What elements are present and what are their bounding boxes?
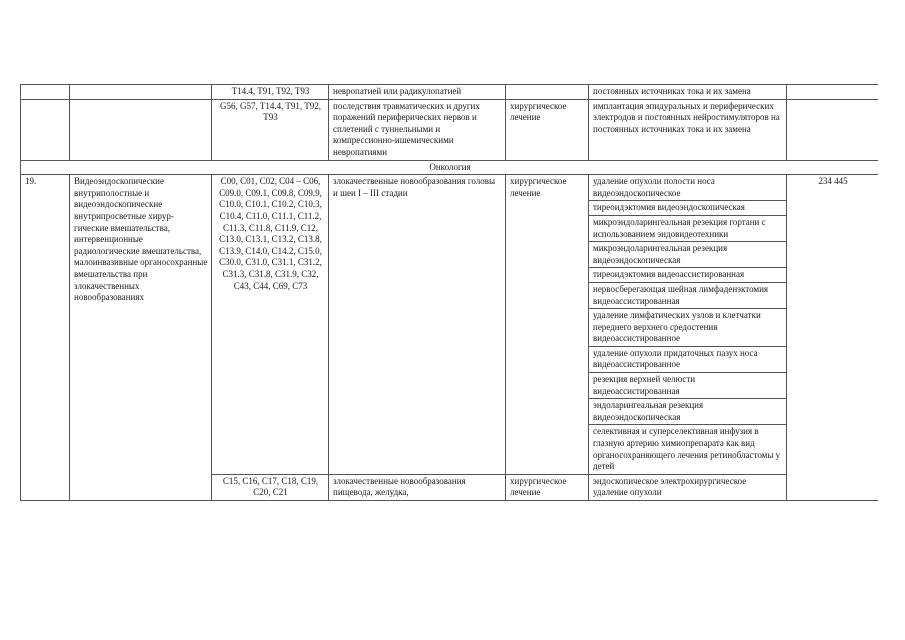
care-type-cell: Видеоэндоскопические внутриполостные и видеоэндоскопические внутрипросветные хирур-гические вмешательства, интервенционные радиологические вмешательства, малоинвазивные органосохранные вмешательства при злокачественных новообразованиях [70,175,212,501]
diagnosis-cell: невропатией или радикулопатией [329,85,506,100]
table-row [21,99,879,160]
diagnosis-cell: злокачественные новообразования головы и шеи I – III стадии [329,175,506,475]
method-cell: имплантация эпидуральных и периферических электродов и постоянных нейростимуляторов на постоянных источниках тока и их замена [589,99,787,160]
treatment-cell: хирургическое лечение [506,99,589,160]
icd-codes-cell: G56, G57, T14.4, T91, T92, T93 [212,99,329,160]
method-item: эндоларингеальная резекция видеоэндоскопическая [589,399,786,425]
method-item: селективная и суперселективная инфузия в глазную артерию химиопрепарата как вид органосохраняющего лечения ретинобластомы у детей [589,425,786,474]
method-cell: эндоскопическое электрохирургическое удаление опухоли [589,474,787,500]
row-number-cell [21,99,70,160]
treatment-cell: хирургическое лечение [506,474,589,500]
method-item: удаление опухоли придаточных пазух носа видеоассистированное [589,346,786,372]
treatment-cell [506,85,589,100]
treatment-cell: хирургическое лечение [506,175,589,475]
table-row [21,85,879,100]
method-item: удаление лимфатических узлов и клетчатки переднего верхнего средостения видеоассистированное [589,309,786,347]
method-item: резекция верхней челюсти видеоассистированная [589,373,786,399]
method-item: нервосберегающая шейная лимфаденэктомия видеоассистированная [589,282,786,308]
method-item: тиреоидэктомия видеоэндоскопическая [589,201,786,216]
methods-list [589,175,786,474]
care-type-cell [70,85,212,100]
icd-codes-cell: C15, C16, C17, C18, C19, C20, C21 [212,474,329,500]
section-header-row [21,160,879,175]
medical-care-table [20,84,878,501]
diagnosis-cell: последствия травматических и других поражений периферических нервов и сплетений с туннельными и компрессионно-ишемическими невропатиями [329,99,506,160]
document-page [20,84,878,600]
icd-codes-cell: T14.4, T91, T92, T93 [212,85,329,100]
row-number-cell: 19. [21,175,70,501]
method-item: удаление опухоли полости носа видеоэндоскопическое [593,176,715,198]
icd-codes-cell: C00, C01, C02, C04 – C06, C09.0, C09.1, C09.8, C09.9, C10.0, C10.1, C10.2, C10.3, C10.4, C11.0, C11.1, C11.2, C11.3, C11.8, C11.9, C12, C13.0, C13.1, C13.2, C13.8, C13.9, C14.0, C14.2, C15.0, C30.0, C31.0, C31.1, C31.2, C31.3, C31.8, C31.9, C32, C43, C44, C69, C73 [212,175,329,475]
method-item: тиреоидэктомия видеоассистированная [589,268,786,283]
table-row [21,175,879,475]
methods-cell [589,175,787,475]
amount-cell [787,85,879,100]
diagnosis-cell: злокачественные новообразования пищевода, желудка, [329,474,506,500]
method-item: микроэндоларингеальная резекция гортани с использованием эндовидеотехники [589,215,786,241]
amount-cell [787,99,879,160]
row-number-cell [21,85,70,100]
section-title: Онкология [21,160,879,175]
amount-cell: 234 445 [787,175,879,501]
care-type-cell [70,99,212,160]
method-item: микроэндоларингеальная резекция видеоэндоскопическая [589,242,786,268]
method-cell: постоянных источниках тока и их замена [589,85,787,100]
